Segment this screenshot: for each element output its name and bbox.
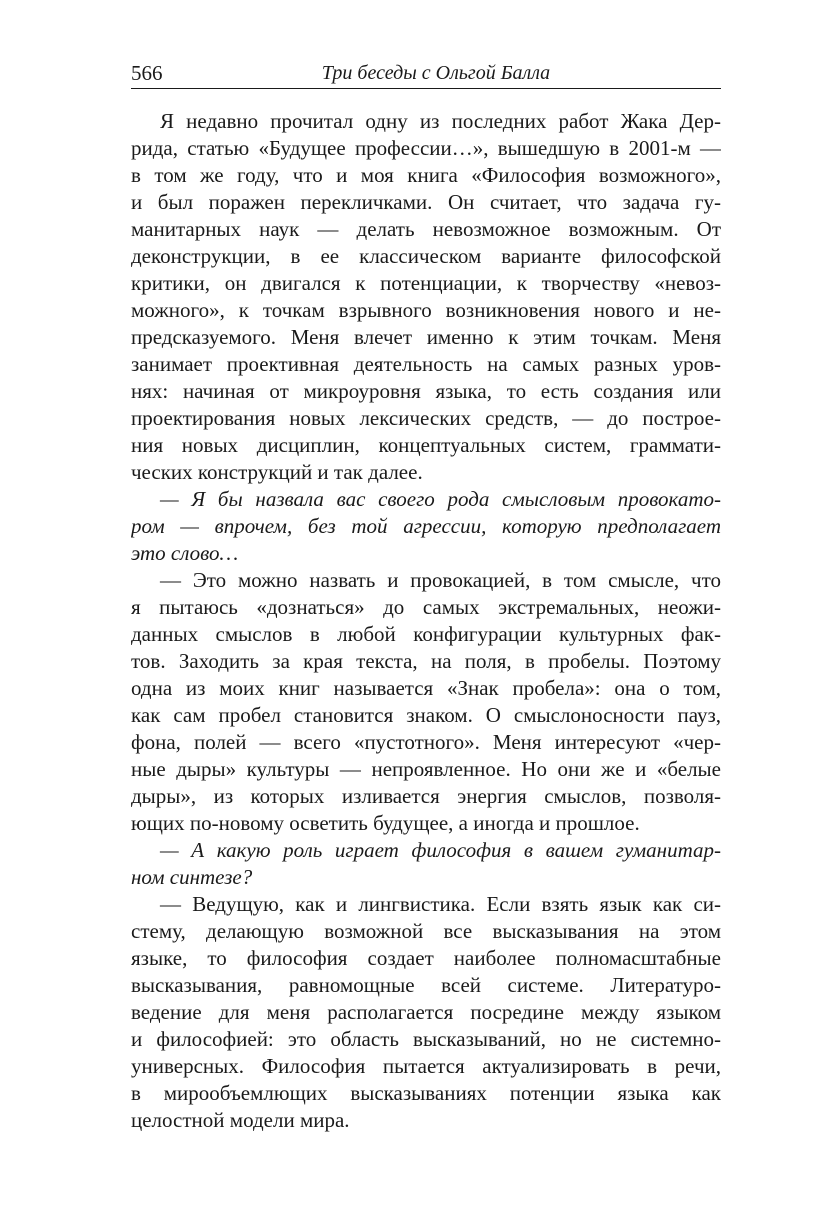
text-line: я пытаюсь «дознаться» до самых экстремальных, неожи- (131, 595, 721, 619)
interviewer-question-line: ном синтезе? (131, 865, 253, 889)
text-line: высказывания, равномощные всей системе. Литературо- (131, 973, 721, 997)
text-line: — Ведущую, как и лингвистика. Если взять язык как си- (160, 892, 721, 916)
text-line: языке, то философия создает наиболее полномасштабные (131, 946, 721, 970)
text-line: предсказуемого. Меня влечет именно к этим точкам. Меня (131, 325, 721, 349)
interviewer-question-line: — Я бы назвала вас своего рода смысловым провокато- (160, 487, 721, 511)
interviewer-question-line: ром — впрочем, без той агрессии, которую предполагает (131, 514, 721, 538)
text-line: и философией: это область высказываний, но не системно- (131, 1027, 721, 1051)
text-line: манитарных наук — делать невозможное возможным. От (131, 217, 721, 241)
text-line: и был поражен перекличками. Он считает, что задача гу- (131, 190, 721, 214)
text-line: стему, делающую возможной все высказывания на этом (131, 919, 721, 943)
text-line: можного», к точкам взрывного возникновения нового и не- (131, 298, 721, 322)
text-line: ющих по-новому осветить будущее, а иногда и прошлое. (131, 811, 640, 835)
text-line: универсных. Философия пытается актуализировать в речи, (131, 1054, 721, 1078)
running-header (131, 60, 721, 89)
text-line: фона, полей — всего «пустотного». Меня интересуют «чер- (131, 730, 721, 754)
text-line: ные дыры» культуры — непроявленное. Но они же и «белые (131, 757, 721, 781)
text-line: деконструкции, в ее классическом варианте философской (131, 244, 721, 268)
text-line: в том же году, что и моя книга «Философия возможного», (131, 163, 721, 187)
text-line: тов. Заходить за края текста, на поля, в пробелы. Поэтому (131, 649, 721, 673)
text-line: Я недавно прочитал одну из последних работ Жака Дер- (160, 109, 721, 133)
text-line: ческих конструкций и так далее. (131, 460, 423, 484)
text-line: занимает проективная деятельность на самых разных уров- (131, 352, 721, 376)
text-line: проектирования новых лексических средств, — до построе- (131, 406, 721, 430)
text-line: как сам пробел становится знаком. О смыслоносности пауз, (131, 703, 721, 727)
body-text (131, 108, 721, 1134)
text-line: данных смыслов в любой конфигурации культурных фак- (131, 622, 721, 646)
text-line: одна из моих книг называется «Знак пробела»: она о том, (131, 676, 721, 700)
running-title: Три беседы с Ольгой Балла (321, 62, 551, 84)
text-line: — Это можно назвать и провокацией, в том смысле, что (160, 568, 721, 592)
text-line: ведение для меня располагается посредине между языком (131, 1000, 721, 1024)
interviewer-question-line: — А какую роль играет философия в вашем гуманитар- (160, 838, 721, 862)
interviewer-question-line: это слово… (131, 541, 239, 565)
text-line: целостной модели мира. (131, 1108, 350, 1132)
page-number: 566 (131, 61, 163, 85)
text-line: ния новых дисциплин, концептуальных систем, граммати- (131, 433, 721, 457)
text-line: в мирообъемлющих высказываниях потенции языка как (131, 1081, 721, 1105)
text-line: рида, статью «Будущее профессии…», вышедшую в 2001-м — (131, 136, 721, 160)
text-line: дыры», из которых изливается энергия смыслов, позволя- (131, 784, 721, 808)
text-line: нях: начиная от микроуровня языка, то есть создания или (131, 379, 721, 403)
text-line: критики, он двигался к потенциации, к творчеству «невоз- (131, 271, 721, 295)
